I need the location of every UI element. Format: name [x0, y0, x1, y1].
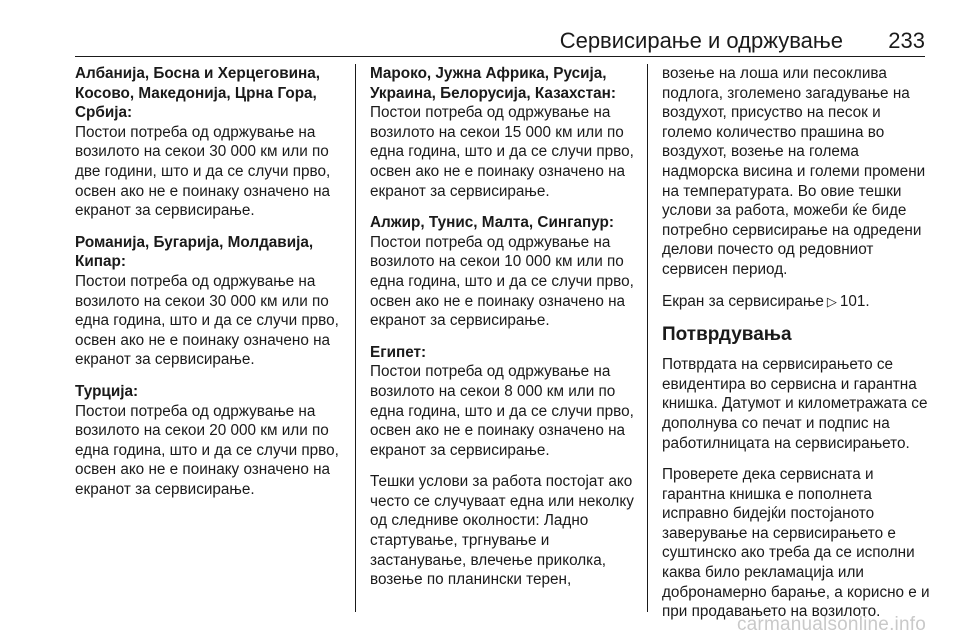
paragraph: Проверете дека сервисната и гарантна книшка е пополнета исправно бидејќи постојаното заверување на сервисирањето е суштинско ако треба да се исполни каква било рекламација или добронамерно барање, а корисно е и при продавањето на возилото. — [662, 466, 930, 621]
page-title: Сервисирање и одржување — [559, 28, 843, 53]
section-text: Постои потреба од одржување на возилото на секои 30 000 км или по една година, што и да се случи прво, освен ако не е поинаку означено на екранот за сервисирање. — [75, 272, 339, 369]
reference-text: Екран за сервисирање — [662, 292, 824, 310]
section-text: Постои потреба од одржување на возилото на секои 10 000 км или по една година, што и да се случи прво, освен ако не е поинаку означено на екранот за сервисирање. — [370, 233, 634, 330]
column-2 — [370, 64, 638, 602]
page-number: 233 — [888, 28, 925, 53]
column-divider — [647, 64, 648, 612]
column-3 — [662, 64, 930, 634]
watermark: carmanualsonline.info — [736, 614, 926, 635]
section-text: Постои потреба од одржување на возилото на секои 30 000 км или по две години, што и да се случи прво, освен ако не е поинаку означено на екранот за сервисирање. — [75, 123, 331, 220]
section-heading: Романија, Бугарија, Молдавија, Кипар: — [75, 233, 314, 271]
section-heading: Албанија, Босна и Херцеговина, Косово, Македонија, Црна Гора, Србија: — [75, 65, 320, 122]
reference-page: 101. — [839, 292, 870, 310]
section-text: Тешки услови за работа постојат ако често се случуваат една или неколку од следниве околности: Ладно стартување, тргнување и застанување, влечење приколка, возење по планински терен, — [370, 473, 634, 589]
paragraph: Потврдата на сервисирањето се евидентира во сервисна и гарантна книшка. Датумот и километражата се дополнува со печат и подпис на работилницата на сервисирањето. — [662, 356, 928, 452]
page-header — [75, 26, 925, 57]
column-1 — [75, 64, 343, 511]
section-text: Постои потреба од одржување на возилото на секои 20 000 км или по една година, што и да се случи прво, освен ако не е поинаку означено на екранот за сервисирање. — [75, 402, 339, 498]
section-heading: Египет: — [370, 343, 427, 361]
section-heading: Мароко, Јужна Африка, Русија, Украина, Белорусија, Казахстан: — [370, 65, 616, 102]
cross-reference[interactable] — [662, 292, 930, 312]
section-text: Постои потреба од одржување на возилото на секои 15 000 км или по една година, што и да се случи прво, освен ако не е поинаку означено на екранот за сервисирање. — [370, 104, 634, 200]
section-text: Постои потреба од одржување на возилото на секои 8 000 км или по една година, што и да се случи прво, освен ако не е поинаку означено на екранот за сервисирање. — [370, 363, 634, 459]
section-heading: Турција: — [75, 382, 139, 400]
paragraph: возење на лоша или песоклива подлога, зголемено загадување на воздухот, присуство на песок и големо количество прашина во воздухот, возење на голема надморска висина и големи промени на температурата. Во овие тешки услови за работа, можеби ќе биде потребно сервисирање на одредени делови почесто од редовниот сервисен период. — [662, 65, 926, 278]
section-heading: Потврдувања — [662, 324, 792, 346]
arrow-right-icon: ▷ — [826, 293, 837, 309]
section-heading: Алжир, Тунис, Малта, Сингапур: — [370, 214, 614, 232]
column-divider — [355, 64, 356, 612]
